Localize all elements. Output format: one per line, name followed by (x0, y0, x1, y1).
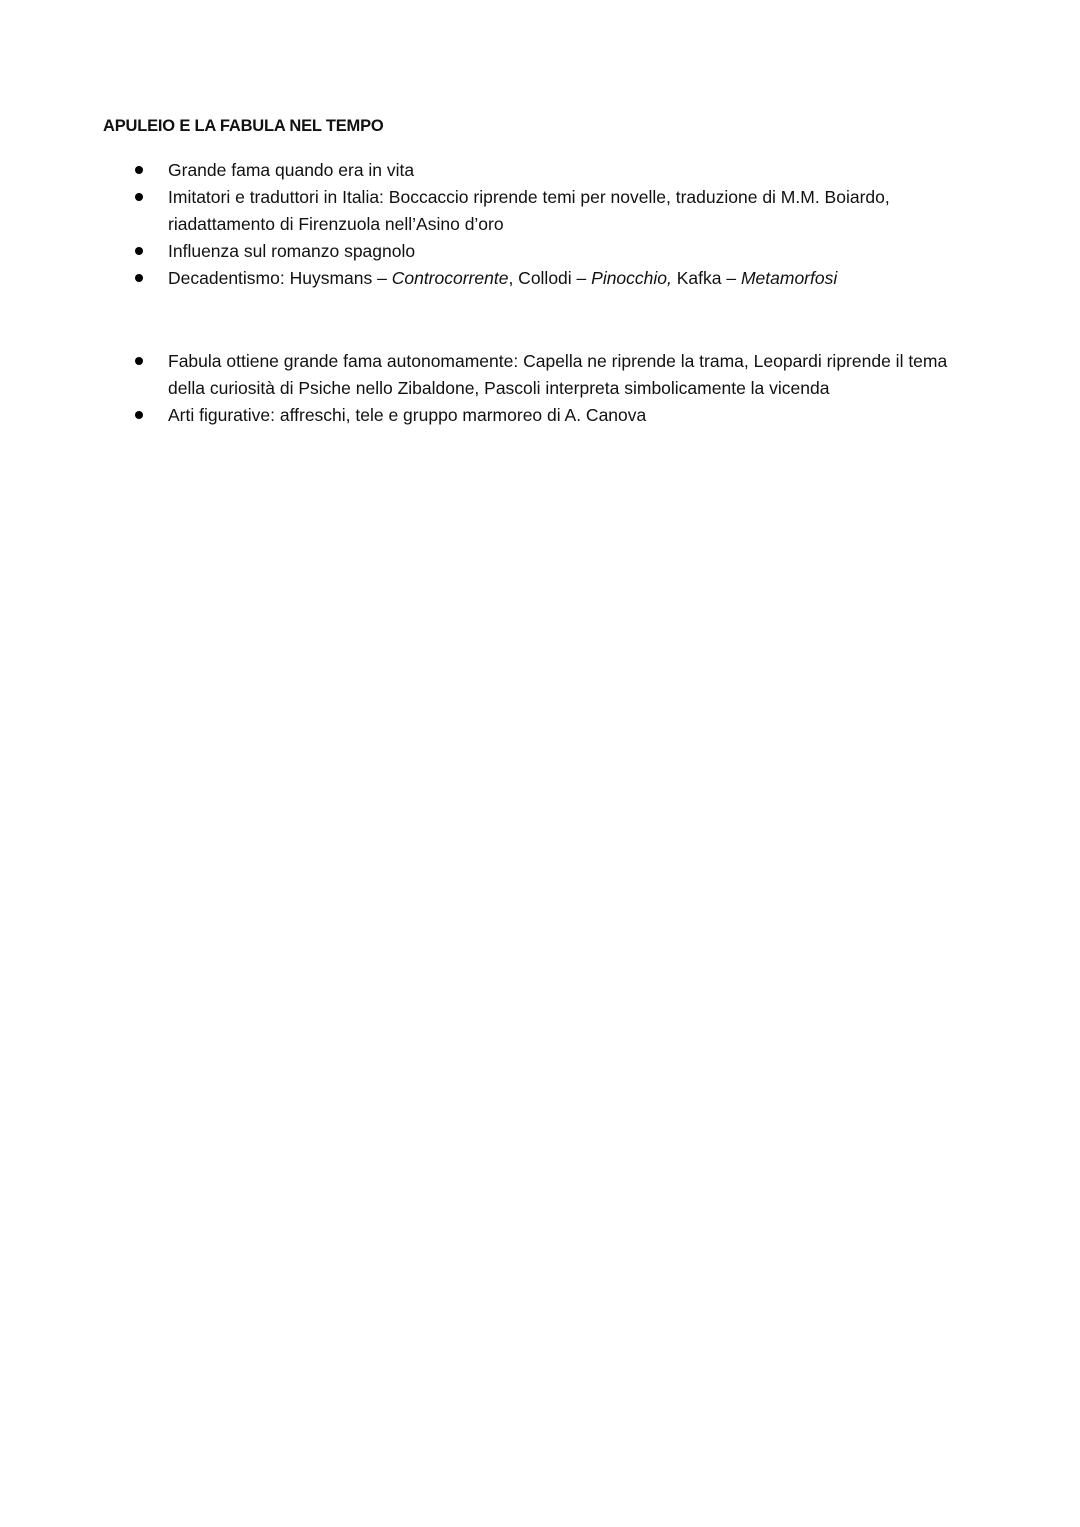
list-item-text: Grande fama quando era in vita (168, 160, 415, 180)
list-item-text: Fabula ottiene grande fama autonomamente: Capella ne riprende la trama, Leopardi riprende il tema della curiosità di Psiche nello Zibaldone, Pascoli interpreta simbolicamente la vicenda (168, 351, 948, 398)
section-title: APULEIO E LA FABULA NEL TEMPO (103, 117, 384, 135)
list-item (0, 265, 1080, 292)
list-item (0, 184, 1080, 237)
bullet-icon (135, 193, 143, 201)
list-item (0, 402, 1080, 429)
list-item-text: Kafka – (671, 267, 741, 288)
list-item (0, 348, 1080, 401)
bullet-icon (135, 274, 143, 282)
list-item-text: Decadentismo: Huysmans – (168, 267, 392, 288)
bullet-list-fabula (0, 348, 1080, 429)
bullet-icon (135, 411, 143, 419)
list-item (0, 238, 1080, 265)
italic-title-text: Metamorfosi (740, 267, 838, 288)
bullet-icon (135, 166, 143, 174)
italic-title-text: Pinocchio, (591, 267, 672, 288)
list-item-text: Imitatori e traduttori in Italia: Boccaccio riprende temi per novelle, traduzione di M.M. Boiardo, riadattamento di Firenzuola nell’Asino d’oro (168, 187, 890, 234)
list-item-text: Influenza sul romanzo spagnolo (168, 240, 416, 261)
list-item (0, 157, 1080, 184)
list-item-text: Arti figurative: affreschi, tele e gruppo marmoreo di A. Canova (168, 404, 647, 425)
bullet-icon (135, 357, 143, 365)
list-item-text: , Collodi – (508, 267, 592, 288)
italic-title-text: Controcorrente (391, 267, 509, 288)
bullet-icon (135, 247, 143, 255)
bullet-list-authors (0, 157, 1080, 292)
